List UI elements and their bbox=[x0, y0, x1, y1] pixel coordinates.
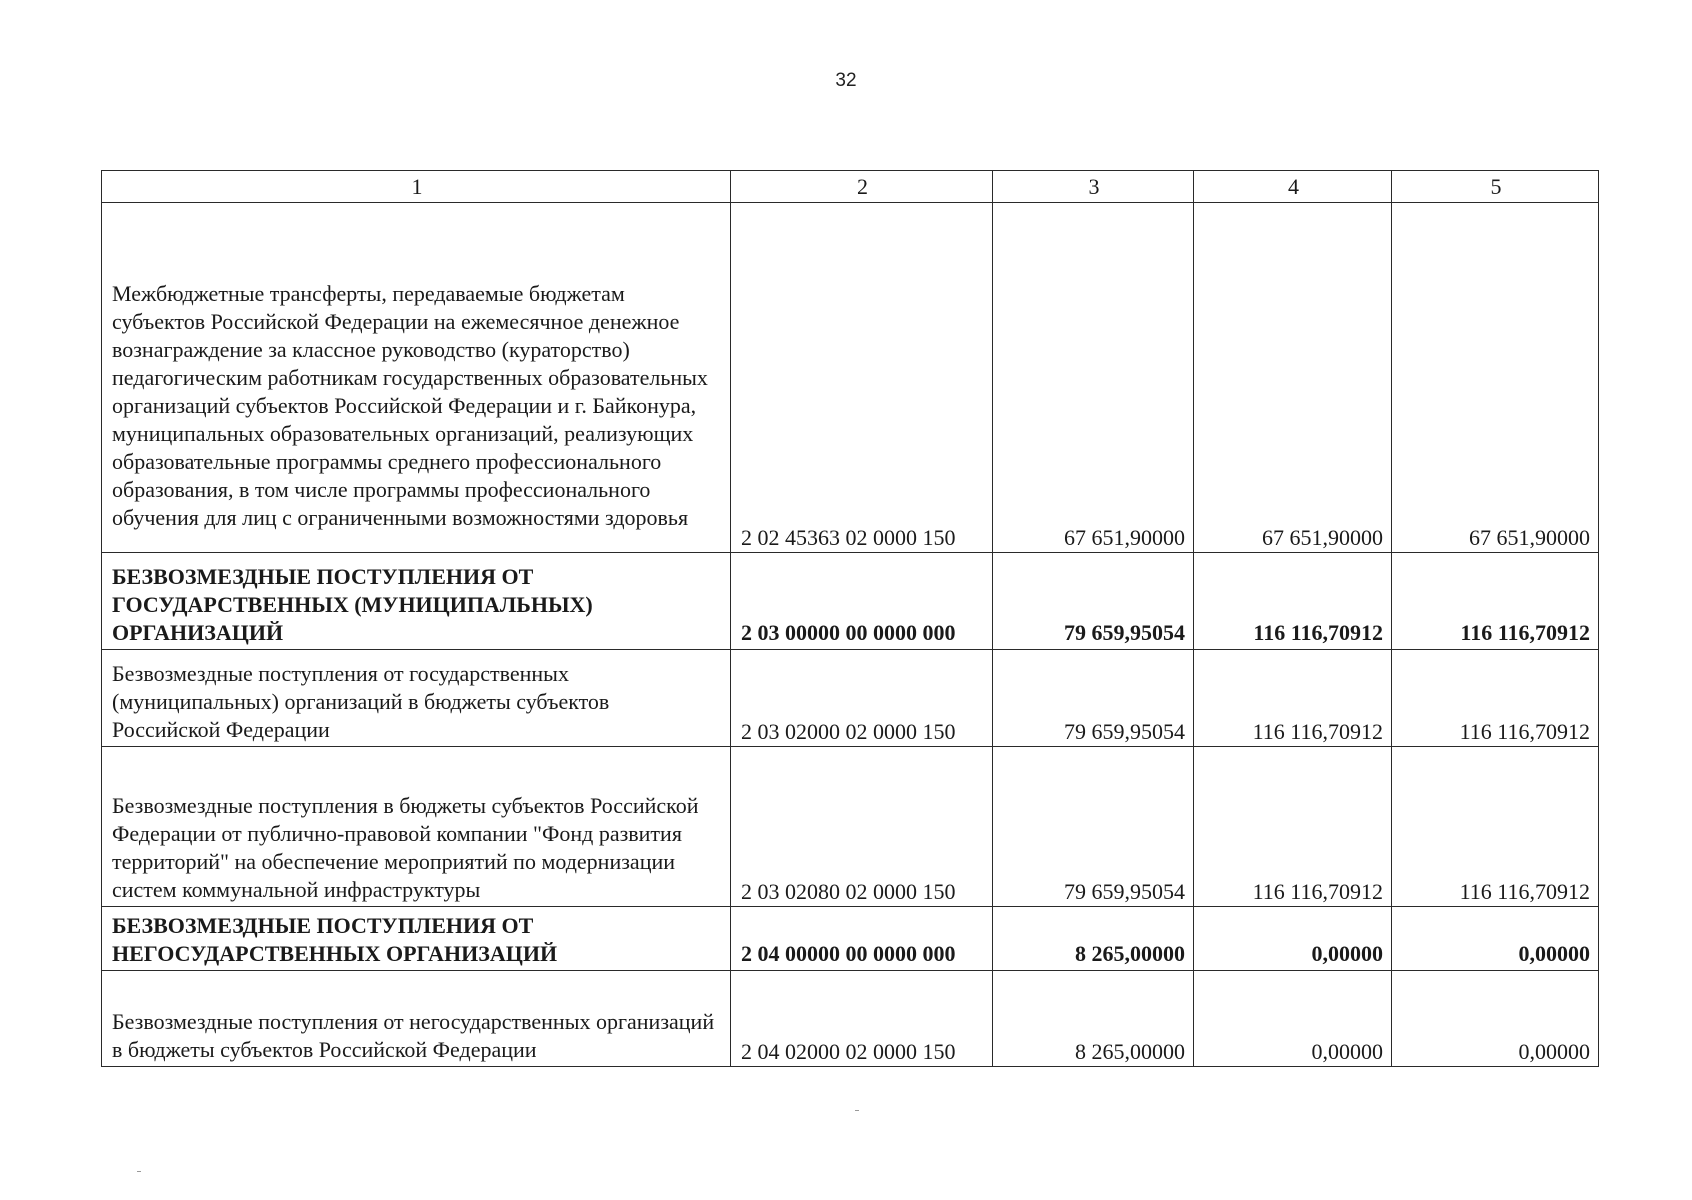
row-value-col3: 79 659,95054 bbox=[993, 650, 1194, 747]
row-value-col4: 116 116,70912 bbox=[1194, 747, 1392, 907]
row-code-cell: 2 04 02000 02 0000 150 bbox=[731, 971, 993, 1067]
row-name-cell: Безвозмездные поступления от государственных (муниципальных) организаций в бюджеты субъектов Российской Федерации bbox=[102, 650, 731, 747]
scan-speck bbox=[137, 1171, 141, 1172]
row-value-col4: 116 116,70912 bbox=[1194, 650, 1392, 747]
row-value-col3: 67 651,90000 bbox=[993, 203, 1194, 553]
column-header-2: 2 bbox=[731, 171, 993, 203]
row-value-col5: 0,00000 bbox=[1392, 907, 1599, 971]
row-value-col4: 116 116,70912 bbox=[1194, 553, 1392, 650]
table-row bbox=[102, 203, 1599, 553]
row-value-col4: 0,00000 bbox=[1194, 907, 1392, 971]
row-value-col5: 116 116,70912 bbox=[1392, 650, 1599, 747]
row-code-cell: 2 03 02000 02 0000 150 bbox=[731, 650, 993, 747]
row-code-cell: 2 03 00000 00 0000 000 bbox=[731, 553, 993, 650]
row-value-col3: 8 265,00000 bbox=[993, 907, 1194, 971]
row-value-col5: 67 651,90000 bbox=[1392, 203, 1599, 553]
row-name-cell: БЕЗВОЗМЕЗДНЫЕ ПОСТУПЛЕНИЯ ОТ ГОСУДАРСТВЕННЫХ (МУНИЦИПАЛЬНЫХ) ОРГАНИЗАЦИЙ bbox=[102, 553, 731, 650]
table-row bbox=[102, 747, 1599, 907]
row-value-col3: 8 265,00000 bbox=[993, 971, 1194, 1067]
row-code-cell: 2 03 02080 02 0000 150 bbox=[731, 747, 993, 907]
row-name-cell: Безвозмездные поступления от негосударственных организаций в бюджеты субъектов Российской Федерации bbox=[102, 971, 731, 1067]
row-value-col3: 79 659,95054 bbox=[993, 553, 1194, 650]
row-name-cell: БЕЗВОЗМЕЗДНЫЕ ПОСТУПЛЕНИЯ ОТ НЕГОСУДАРСТВЕННЫХ ОРГАНИЗАЦИЙ bbox=[102, 907, 731, 971]
row-value-col5: 0,00000 bbox=[1392, 971, 1599, 1067]
column-header-1: 1 bbox=[102, 171, 731, 203]
table-row bbox=[102, 650, 1599, 747]
table-row-section-header bbox=[102, 553, 1599, 650]
table-header-row bbox=[102, 171, 1599, 203]
scan-speck bbox=[855, 1110, 859, 1111]
table-row bbox=[102, 971, 1599, 1067]
row-name-cell: Межбюджетные трансферты, передаваемые бюджетам субъектов Российской Федерации на ежемесячное денежное вознаграждение за классное руководство (кураторство) педагогическим работникам государственных образовательных организаций субъектов Российской Федерации и г. Байконура, муниципальных образовательных организаций, реализующих образовательные программы среднего профессионального образования, в том числе программы профессионального обучения для лиц с ограниченными возможностями здоровья bbox=[102, 203, 731, 553]
row-value-col4: 0,00000 bbox=[1194, 971, 1392, 1067]
row-code-cell: 2 02 45363 02 0000 150 bbox=[731, 203, 993, 553]
row-code-cell: 2 04 00000 00 0000 000 bbox=[731, 907, 993, 971]
row-value-col3: 79 659,95054 bbox=[993, 747, 1194, 907]
page-number: 32 bbox=[835, 70, 857, 91]
row-value-col4: 67 651,90000 bbox=[1194, 203, 1392, 553]
budget-revenue-table bbox=[101, 170, 1599, 1067]
column-header-5: 5 bbox=[1392, 171, 1599, 203]
column-header-3: 3 bbox=[993, 171, 1194, 203]
column-header-4: 4 bbox=[1194, 171, 1392, 203]
row-value-col5: 116 116,70912 bbox=[1392, 747, 1599, 907]
row-name-cell: Безвозмездные поступления в бюджеты субъектов Российской Федерации от публично-правовой компании "Фонд развития территорий" на обеспечение мероприятий по модернизации систем коммунальной инфраструктуры bbox=[102, 747, 731, 907]
row-value-col5: 116 116,70912 bbox=[1392, 553, 1599, 650]
table-row-section-header bbox=[102, 907, 1599, 971]
